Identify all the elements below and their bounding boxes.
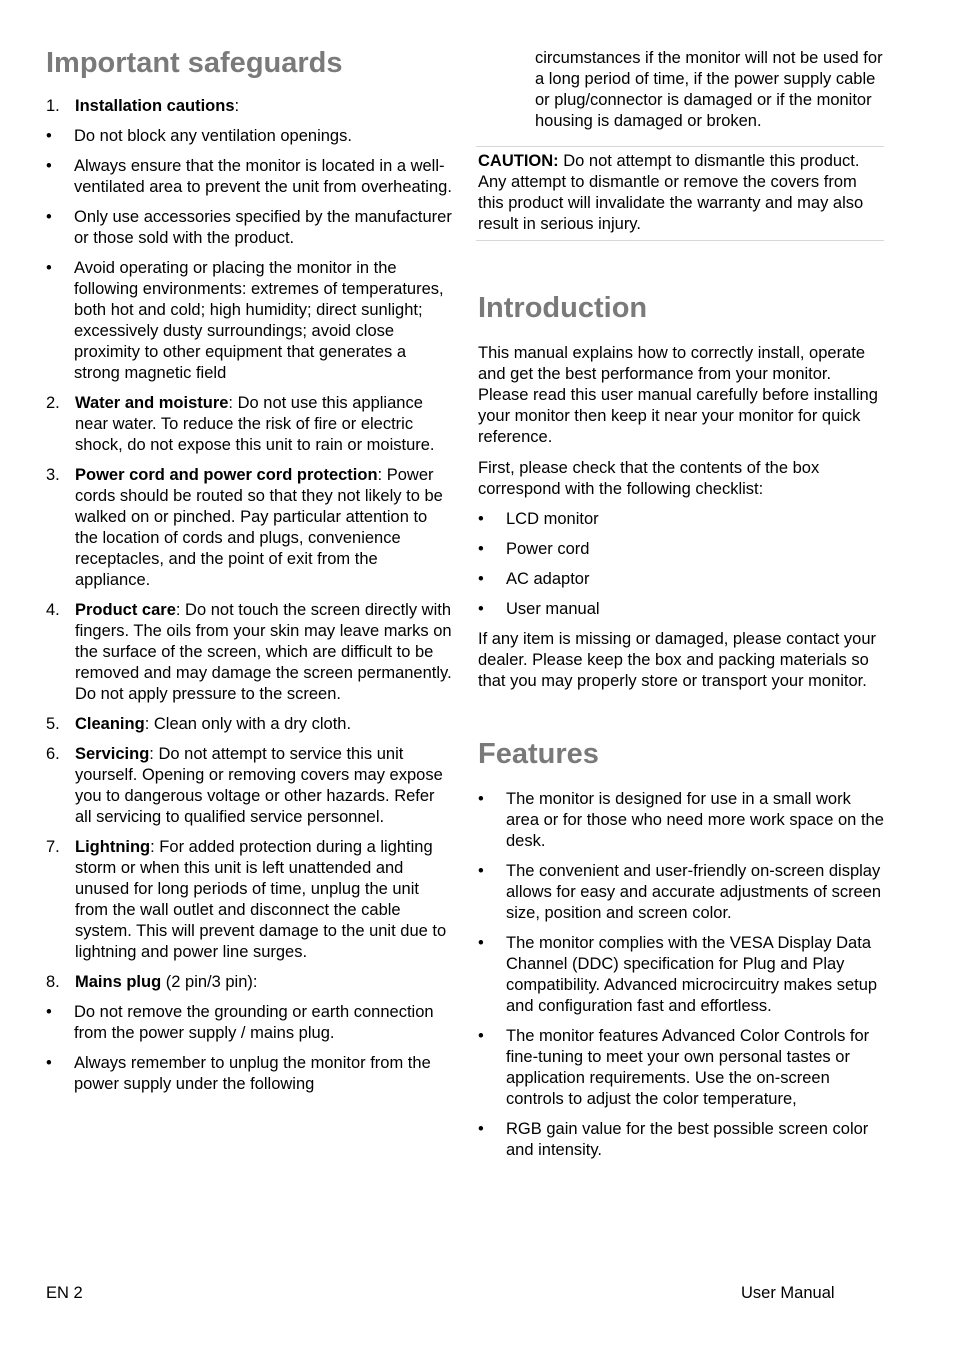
caution-box: [476, 146, 884, 241]
bullet-icon: •: [478, 934, 484, 952]
safeguard-item: [46, 714, 452, 735]
safeguard-item: [46, 96, 452, 384]
bullet-icon: •: [46, 208, 52, 226]
list-item: • The monitor features Advanced Color Controls for fine-tuning to meet your own personal tastes or application requirements. Use the on-screen controls to adjust the color temperature,: [478, 1027, 870, 1108]
list-item: • Do not block any ventilation openings.: [46, 127, 352, 145]
bullet-icon: •: [46, 127, 52, 145]
item-label: Installation cautions: [75, 97, 235, 115]
item-text: : For added protection during a lighting storm or when this unit is left unattended and unused for long periods of time, unplug the unit from the wall outlet and disconnect the cable system. This will prevent damage to the unit due to lightning and power line surges.: [75, 838, 447, 961]
intro-paragraph: First, please check that the contents of the box correspond with the following checklist:: [478, 459, 820, 498]
item-label: Cleaning: [75, 715, 145, 733]
item-number: 4.: [46, 601, 60, 619]
bullet-icon: •: [478, 790, 484, 808]
bullet-icon: •: [46, 1003, 52, 1021]
safeguards-heading: Important safeguards: [46, 47, 343, 79]
item-number: 5.: [46, 715, 60, 733]
item-label: Mains plug: [75, 973, 162, 991]
item-text: : Do not attempt to service this unit yourself. Opening or removing covers may expose you to dangerous voltage or other hazards. Refer all servicing to qualified service personnel.: [75, 745, 443, 826]
item-number: 8.: [46, 973, 60, 991]
safeguard-item: [46, 393, 452, 456]
item-text: : Power cords should be routed so that they not likely to be walked on or pinched. Pay particular attention to the location of cords and plugs, convenience receptacles, and the point of exit from the appliance.: [75, 466, 443, 589]
list-item: • Always ensure that the monitor is located in a well-ventilated area to prevent the unit from overheating.: [46, 157, 452, 196]
item-label: Power cord and power cord protection: [75, 466, 378, 484]
bullet-icon: •: [478, 1120, 484, 1138]
right-column: [478, 0, 884, 1302]
list-item: • Avoid operating or placing the monitor in the following environments: extremes of temperatures, both hot and cold; high humidity; direct sunlight; excessively dusty surroundings; avoid close proximity to other equipment that generates a strong magnetic field: [46, 259, 444, 382]
list-item: • The monitor is designed for use in a small work area or for those who need more work space on the desk.: [478, 790, 884, 850]
item-number: 2.: [46, 394, 60, 412]
bullet-icon: •: [478, 1027, 484, 1045]
safeguard-item: [46, 837, 452, 963]
mains-bullets: [46, 1002, 452, 1095]
features-list: [478, 789, 884, 1161]
list-item: • AC adaptor: [478, 570, 590, 588]
bullet-icon: •: [478, 862, 484, 880]
bullet-icon: •: [46, 259, 52, 277]
bullet-icon: •: [478, 600, 484, 618]
footer-page-number: EN 2: [46, 1284, 83, 1302]
item-text: :: [234, 97, 240, 115]
list-item: • LCD monitor: [478, 510, 599, 528]
caution-text: Do not attempt to dismantle this product. Any attempt to dismantle or remove the covers from this product will invalidate the warranty and may also result in serious injury.: [478, 152, 864, 233]
item-text: : Do not use this appliance near water. To reduce the risk of fire or electric shock, do not expose this unit to rain or moisture.: [75, 394, 435, 454]
list-item: • Power cord: [478, 540, 590, 558]
bullet-icon: •: [46, 157, 52, 175]
footer-title: User Manual: [741, 1284, 835, 1302]
item-number: 7.: [46, 838, 60, 856]
intro-paragraph: If any item is missing or damaged, please contact your dealer. Please keep the box and packing materials so that you may properly store or transport your monitor.: [478, 630, 877, 690]
installation-bullets: [46, 126, 452, 384]
bullet-icon: •: [46, 1054, 52, 1072]
list-item: • User manual: [478, 600, 600, 618]
item-label: Water and moisture: [75, 394, 229, 412]
left-column: [46, 0, 452, 1302]
item-label: Servicing: [75, 745, 150, 763]
intro-paragraph: This manual explains how to correctly install, operate and get the best performance from your monitor. Please read this user manual carefully before installing your monitor then keep it near your monitor for quick reference.: [478, 344, 878, 446]
item-number: 6.: [46, 745, 60, 763]
mains-continuation: circumstances if the monitor will not be used for a long period of time, if the power supply cable or plug/connector is damaged or if the monitor housing is damaged or broken.: [535, 49, 883, 130]
list-item: • Only use accessories specified by the manufacturer or those sold with the product.: [46, 208, 452, 247]
item-label: Product care: [75, 601, 176, 619]
list-item: • RGB gain value for the best possible screen color and intensity.: [478, 1120, 869, 1159]
caution-label: CAUTION:: [478, 152, 559, 170]
safeguard-item: [46, 465, 452, 591]
item-text: : Do not touch the screen directly with fingers. The oils from your skin may leave marks on the surface of the screen, which are difficult to be removed and may damage the screen permanently. Do not apply pressure to the screen.: [75, 601, 452, 703]
bullet-icon: •: [478, 570, 484, 588]
bullet-icon: •: [478, 510, 484, 528]
item-number: 3.: [46, 466, 60, 484]
safeguard-item: [46, 744, 452, 828]
list-item: • The convenient and user-friendly on-screen display allows for easy and accurate adjustments of screen size, position and screen color.: [478, 862, 882, 922]
list-item: • Do not remove the grounding or earth connection from the power supply / mains plug.: [46, 1003, 434, 1042]
safeguards-list: [46, 96, 452, 1095]
checklist: [478, 509, 884, 620]
introduction-heading: Introduction: [478, 292, 648, 324]
list-item: • The monitor complies with the VESA Display Data Channel (DDC) specification for Plug and Play compatibility. Advanced microcircuitry makes setup and configuration fast and effortless.: [478, 934, 878, 1015]
item-label: Lightning: [75, 838, 151, 856]
bullet-icon: •: [478, 540, 484, 558]
item-number: 1.: [46, 97, 60, 115]
features-heading: Features: [478, 738, 599, 770]
item-text: (2 pin/3 pin):: [161, 973, 258, 991]
list-item: • Always remember to unplug the monitor from the power supply under the following: [46, 1054, 431, 1093]
safeguard-item: [46, 600, 452, 705]
item-text: : Clean only with a dry cloth.: [144, 715, 352, 733]
safeguard-item: [46, 972, 452, 1095]
